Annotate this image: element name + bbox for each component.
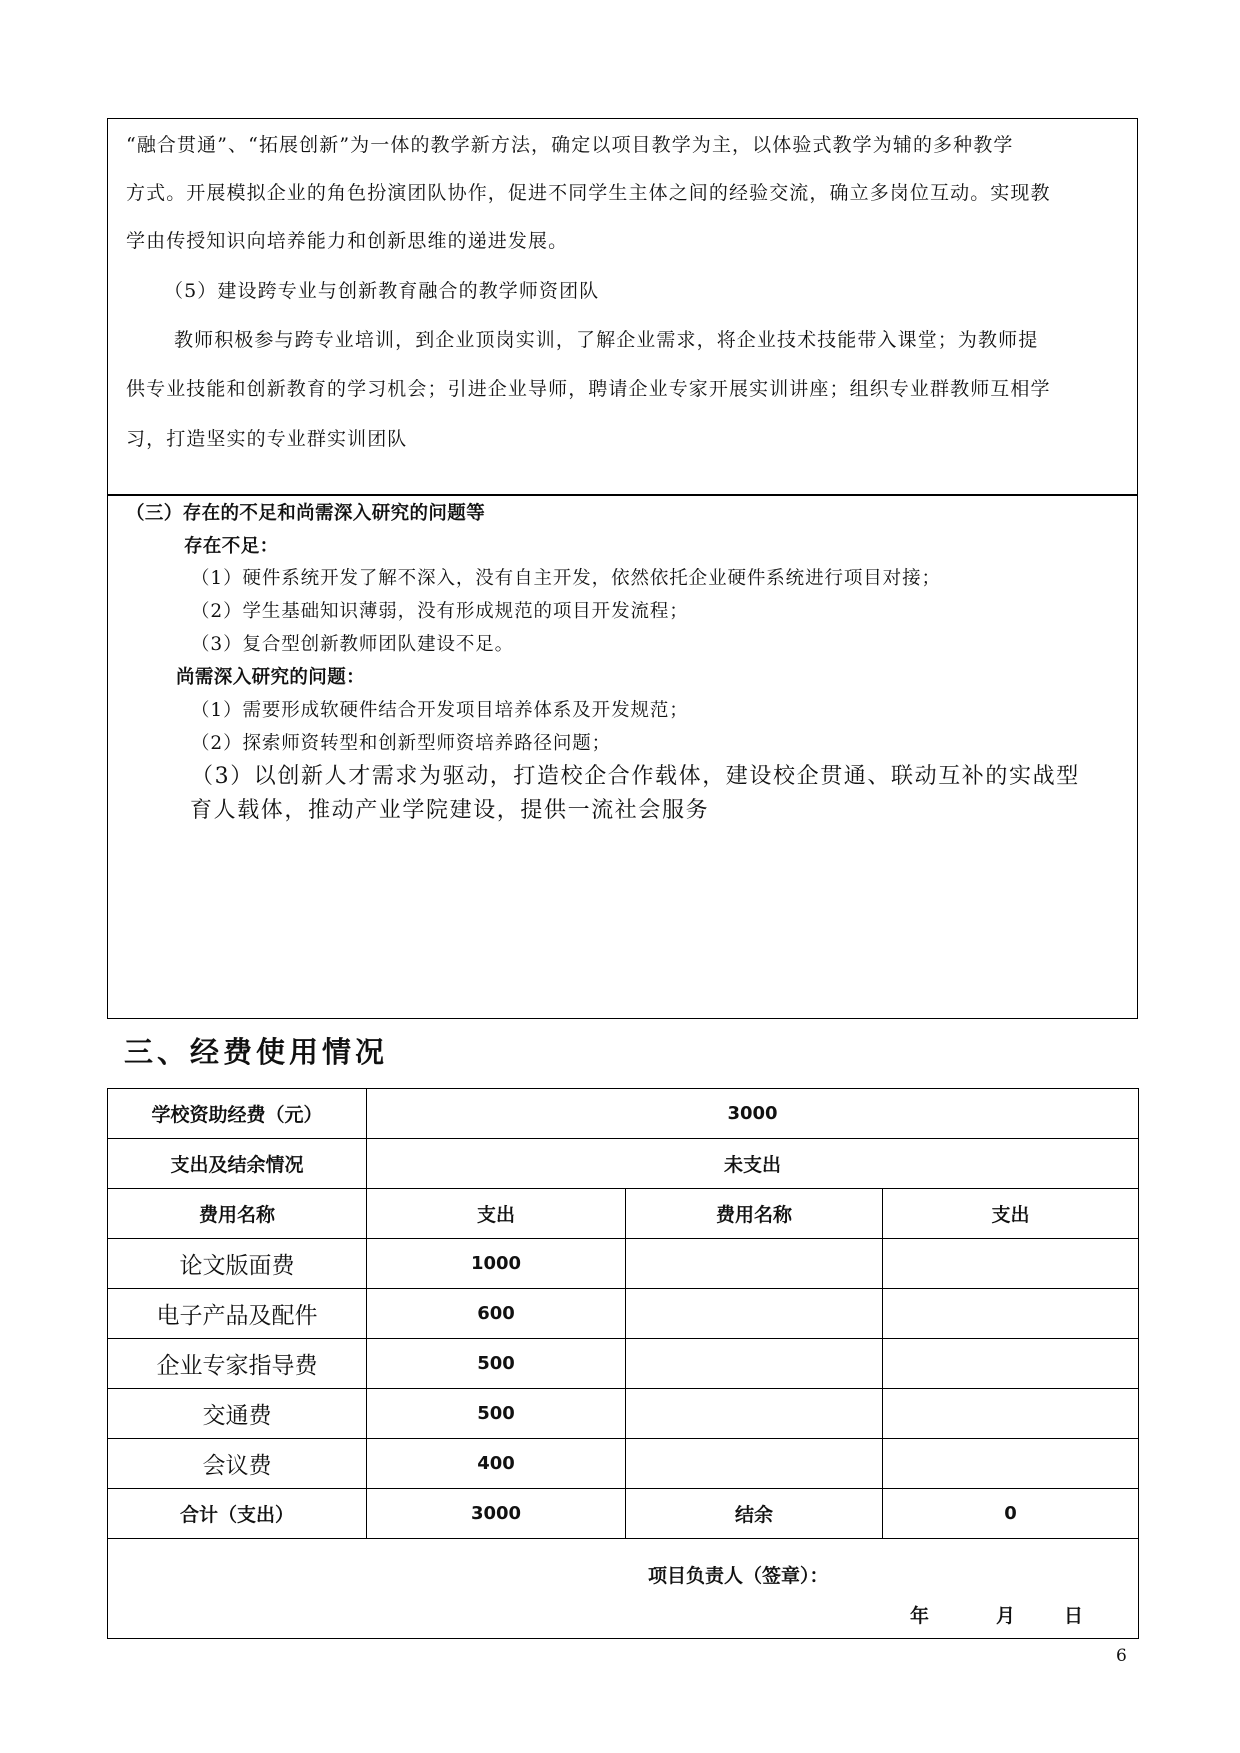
remain-value: 0 [883, 1489, 1139, 1539]
expense-name: 交通费 [108, 1389, 367, 1439]
signature-row [108, 1539, 1139, 1639]
expense-name: 会议费 [108, 1439, 367, 1489]
expense-name: 论文版面费 [108, 1239, 367, 1289]
column-header: 费用名称 [108, 1189, 367, 1239]
page-number: 6 [1116, 1646, 1127, 1666]
empty-cell [626, 1389, 883, 1439]
paragraph-line: 教师积极参与跨专业培训，到企业顶岗实训，了解企业需求，将企业技术技能带入课堂；为教师提 [174, 329, 1039, 351]
paragraph-line: 供专业技能和创新教育的学习机会；引进企业导师，聘请企业专家开展实训讲座；组织专业群教师互相学 [126, 378, 1051, 400]
research-item: （3）以创新人才需求为驱动，打造校企合作载体，建设校企贯通、联动互补的实战型 [191, 764, 1080, 789]
empty-cell [883, 1239, 1139, 1289]
research-item: （2）探索师资转型和创新型师资培养路径问题； [191, 733, 612, 754]
paragraph-line: 学由传授知识向培养能力和创新思维的递进发展。 [126, 230, 569, 252]
shortcoming-item: （3）复合型创新教师团队建设不足。 [191, 634, 515, 655]
paragraph-line: 习，打造坚实的专业群实训团队 [126, 428, 408, 450]
table-row [108, 1339, 1139, 1389]
date-month: 月 [996, 1605, 1016, 1627]
research-item: （1）需要形成软硬件结合开发项目培养体系及开发规范； [191, 700, 689, 721]
empty-cell [626, 1339, 883, 1389]
empty-cell [883, 1389, 1139, 1439]
expense-amount: 1000 [367, 1239, 626, 1289]
shortcoming-item: （1）硬件系统开发了解不深入，没有自主开发，依然依托企业硬件系统进行项目对接； [191, 568, 941, 589]
table-row [108, 1289, 1139, 1339]
table-row [108, 1389, 1139, 1439]
expense-amount: 500 [367, 1339, 626, 1389]
school-funding-value: 3000 [367, 1089, 1139, 1139]
expense-amount: 500 [367, 1389, 626, 1439]
column-header: 费用名称 [626, 1189, 883, 1239]
empty-cell [626, 1239, 883, 1289]
empty-cell [883, 1289, 1139, 1339]
paragraph-line: “融合贯通”、“拓展创新”为一体的教学新方法，确定以项目教学为主，以体验式教学为辅的多种教学 [126, 134, 1014, 156]
empty-cell [626, 1439, 883, 1489]
shortcoming-item: （2）学生基础知识薄弱，没有形成规范的项目开发流程； [191, 601, 689, 622]
empty-cell [883, 1339, 1139, 1389]
expense-amount: 400 [367, 1439, 626, 1489]
balance-value: 未支出 [367, 1139, 1139, 1189]
total-label: 合计（支出） [108, 1489, 367, 1539]
subsection-heading: （三）存在的不足和尚需深入研究的问题等 [126, 503, 486, 524]
table-total-row [108, 1489, 1139, 1539]
funding-table [107, 1088, 1139, 1639]
signature-cell [108, 1539, 1139, 1639]
expense-name: 企业专家指导费 [108, 1339, 367, 1389]
expense-amount: 600 [367, 1289, 626, 1339]
expense-name: 电子产品及配件 [108, 1289, 367, 1339]
date-day: 日 [1064, 1605, 1084, 1627]
signature-label: 项目负责人（签章）： [648, 1565, 829, 1587]
paragraph-line: （5）建设跨专业与创新教育融合的教学师资团队 [164, 280, 600, 302]
table-row [108, 1089, 1139, 1139]
section-title: 三、经费使用情况 [124, 1035, 389, 1069]
empty-cell [883, 1439, 1139, 1489]
empty-cell [626, 1289, 883, 1339]
school-funding-label: 学校资助经费（元） [108, 1089, 367, 1139]
paragraph-line: 方式。开展模拟企业的角色扮演团队协作，促进不同学生主体之间的经验交流，确立多岗位互动。实现教 [126, 182, 1051, 204]
shortcomings-label: 存在不足： [184, 536, 279, 557]
table-row [108, 1439, 1139, 1489]
table-header-row [108, 1189, 1139, 1239]
table-row [108, 1239, 1139, 1289]
column-header: 支出 [367, 1189, 626, 1239]
research-item: 育人载体，推动产业学院建设，提供一流社会服务 [190, 798, 710, 823]
table-row [108, 1139, 1139, 1189]
date-year: 年 [910, 1605, 930, 1627]
column-header: 支出 [883, 1189, 1139, 1239]
total-value: 3000 [367, 1489, 626, 1539]
research-label: 尚需深入研究的问题： [176, 667, 366, 688]
remain-label: 结余 [626, 1489, 883, 1539]
balance-label: 支出及结余情况 [108, 1139, 367, 1189]
